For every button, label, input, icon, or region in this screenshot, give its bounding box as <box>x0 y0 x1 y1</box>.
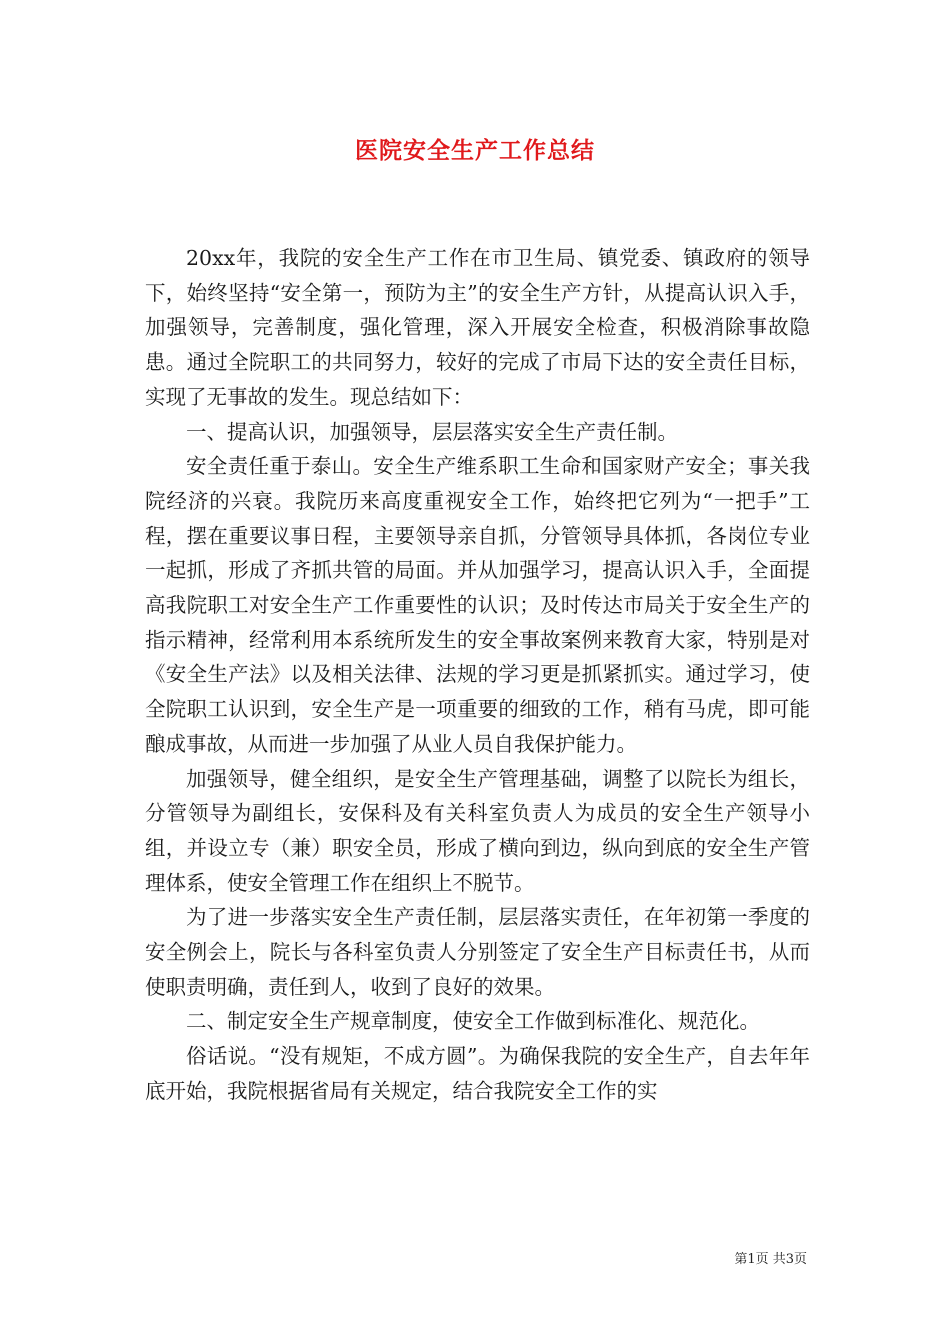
page-number: 第1页 共3页 <box>734 1252 807 1267</box>
paragraph-responsibility-system: 为了进一步落实安全生产责任制，层层落实责任，在年初第一季度的安全例会上，院长与各科室负责人分别签定了安全生产目标责任书，从而使职责明确，责任到人，收到了良好的效果。 <box>145 905 810 999</box>
section-heading-2: 二、制定安全生产规章制度，使安全工作做到标准化、规范化。 <box>186 1009 760 1034</box>
document-title: 医院安全生产工作总结 <box>355 137 595 164</box>
section-heading-1: 一、提高认识，加强领导，层层落实安全生产责任制。 <box>186 419 678 444</box>
document-body <box>145 241 810 1109</box>
paragraph-safety-responsibility: 安全责任重于泰山。安全生产维系职工生命和国家财产安全；事关我院经济的兴衰。我院历来高度重视安全工作，始终把它列为“一把手”工程，摆在重要议事日程，主要领导亲自抓，分管领导具体抓，各岗位专业一起抓，形成了齐抓共管的局面。并从加强学习，提高认识入手，全面提高我院职工对安全生产工作重要性的认识；及时传达市局关于安全生产的指示精神，经常利用本系统所发生的安全事故案例来教育大家，特别是对《安全生产法》以及相关法律、法规的学习更是抓紧抓实。通过学习，使全院职工认识到，安全生产是一项重要的细致的工作，稍有马虎，即可能酿成事故，从而进一步加强了从业人员自我保护能力。 <box>145 454 810 756</box>
paragraph-rules: 俗话说。“没有规矩，不成方圆”。为确保我院的安全生产，自去年年底开始，我院根据省局有关规定，结合我院安全工作的实 <box>145 1044 810 1103</box>
paragraph-intro: 20xx年，我院的安全生产工作在市卫生局、镇党委、镇政府的领导下，始终坚持“安全第一，预防为主”的安全生产方针，从提高认识入手，加强领导，完善制度，强化管理，深入开展安全检查，积极消除事故隐患。通过全院职工的共同努力，较好的完成了市局下达的安全责任目标，实现了无事故的发生。现总结如下： <box>145 246 810 409</box>
paragraph-leadership: 加强领导，健全组织，是安全生产管理基础，调整了以院长为组长，分管领导为副组长，安保科及有关科室负责人为成员的安全生产领导小组，并设立专（兼）职安全员，形成了横向到边，纵向到底的安全生产管理体系，使安全管理工作在组织上不脱节。 <box>145 766 810 895</box>
